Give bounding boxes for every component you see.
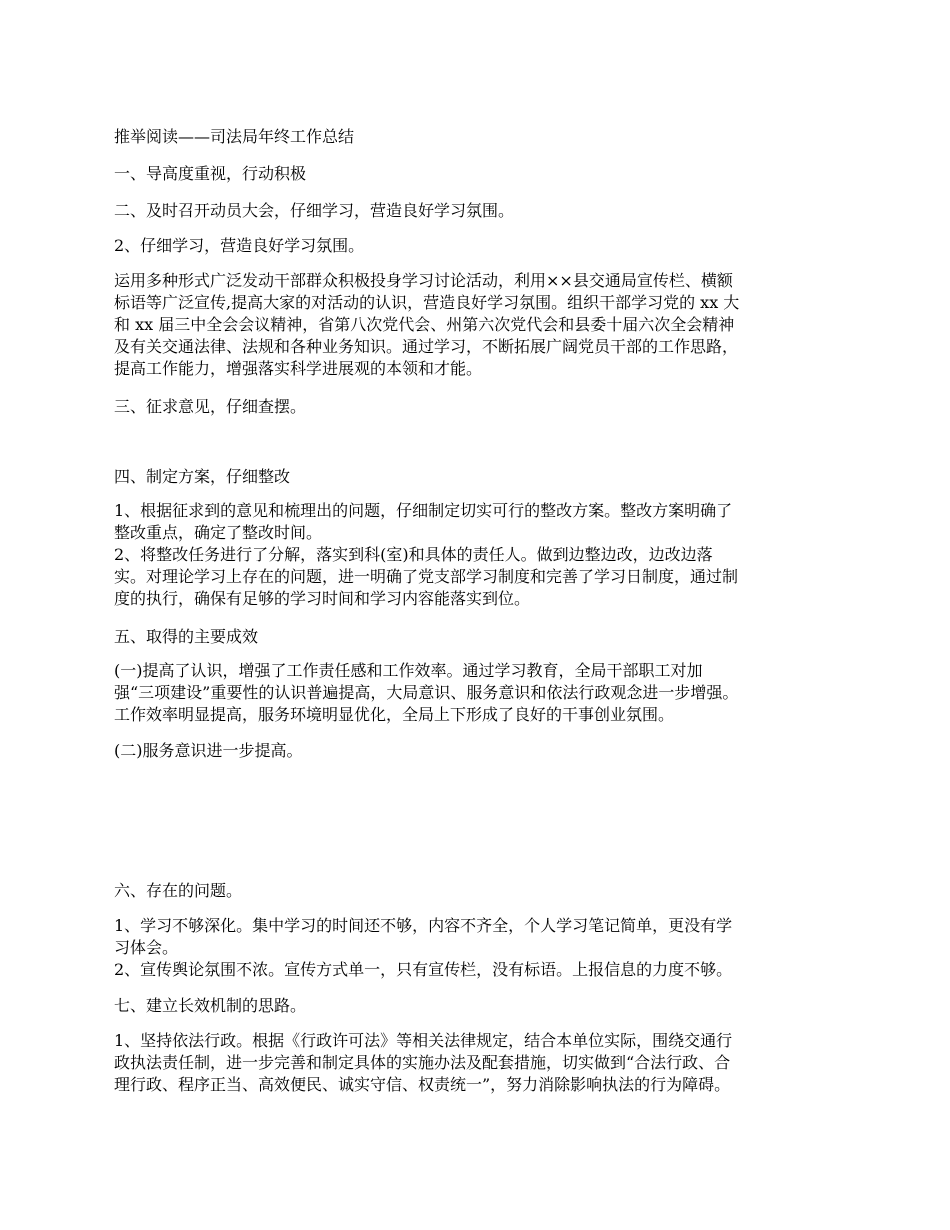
section-heading-1: 一、导高度重视，行动积极 xyxy=(114,164,307,183)
paragraph-line: 1、学习不够深化。集中学习的时间还不够，内容不齐全，个人学习笔记简单，更没有学 xyxy=(114,916,733,935)
section-heading-4: 四、制定方案，仔细整改 xyxy=(114,467,291,486)
paragraph-line: 实。对理论学习上存在的问题，进一明确了党支部学习制度和完善了学习日制度，通过制 xyxy=(114,567,739,586)
paragraph-line: 度的执行，确保有足够的学习时间和学习内容能落实到位。 xyxy=(114,589,531,608)
paragraph-line: 习体会。 xyxy=(114,938,179,957)
paragraph-line: 标语等广泛宣传,提高大家的对活动的认识，营造良好学习氛围。组织干部学习党的 xx 大 xyxy=(114,293,740,312)
paragraph-line: 政执法责任制，进一步完善和制定具体的实施办法及配套措施，切实做到“合法行政、合 xyxy=(114,1053,731,1072)
paragraph-line: 1、根据征求到的意见和梳理出的问题，仔细制定切实可行的整改方案。整改方案明确了 xyxy=(114,501,733,520)
section-4-paragraph xyxy=(114,500,840,610)
paragraph-line: 2、宣传舆论氛围不浓。宣传方式单一，只有宣传栏，没有标语。上报信息的力度不够。 xyxy=(114,960,733,979)
section-7-paragraph xyxy=(114,1030,840,1096)
paragraph-line: 工作效率明显提高，服务环境明显优化，全局上下形成了良好的干事创业氛围。 xyxy=(114,705,675,724)
paragraph-line: 提高工作能力，增强落实科学进展观的本领和才能。 xyxy=(114,359,483,378)
paragraph-line: 运用多种形式广泛发动干部群众积极投身学习讨论活动，利用××县交通局宣传栏、横额 xyxy=(114,271,733,290)
paragraph-line: 及有关交通法律、法规和各种业务知识。通过学习，不断拓展广阔党员干部的工作思路， xyxy=(114,337,739,356)
paragraph-line: 整改重点，确定了整改时间。 xyxy=(114,523,323,542)
paragraph-line: (一)提高了认识，增强了工作责任感和工作效率。通过学习教育，全局干部职工对加 xyxy=(114,661,703,680)
section-5-subheading-2: (二)服务意识进一步提高。 xyxy=(114,741,303,760)
section-heading-7: 七、建立长效机制的思路。 xyxy=(114,996,307,1015)
section-heading-5: 五、取得的主要成效 xyxy=(114,627,259,646)
section-2-paragraph xyxy=(114,270,840,380)
document-title: 推举阅读——司法局年终工作总结 xyxy=(114,127,355,146)
section-heading-6: 六、存在的问题。 xyxy=(114,881,243,900)
paragraph-line: 强“三项建设”重要性的认识普遍提高，大局意识、服务意识和依法行政观念进一步增强。 xyxy=(114,683,739,702)
paragraph-line: 和 xx 届三中全会会议精神，省第八次党代会、州第六次党代会和县委十届六次全会精神 xyxy=(114,315,735,334)
section-5-paragraph xyxy=(114,660,840,726)
section-6-paragraph xyxy=(114,915,840,981)
paragraph-line: 理行政、程序正当、高效便民、诚实守信、权责统一”，努力消除影响执法的行为障碍。 xyxy=(114,1075,731,1094)
paragraph-line: 1、坚持依法行政。根据《行政许可法》等相关法律规定，结合本单位实际，围绕交通行 xyxy=(114,1031,733,1050)
paragraph-line: 2、将整改任务进行了分解，落实到科(室)和具体的责任人。做到边整边改，边改边落 xyxy=(114,545,713,564)
section-heading-3: 三、征求意见，仔细查摆。 xyxy=(114,397,307,416)
section-heading-2: 二、及时召开动员大会，仔细学习，营造良好学习氛围。 xyxy=(114,201,515,220)
section-2-subheading: 2、仔细学习，营造良好学习氛围。 xyxy=(114,236,365,255)
